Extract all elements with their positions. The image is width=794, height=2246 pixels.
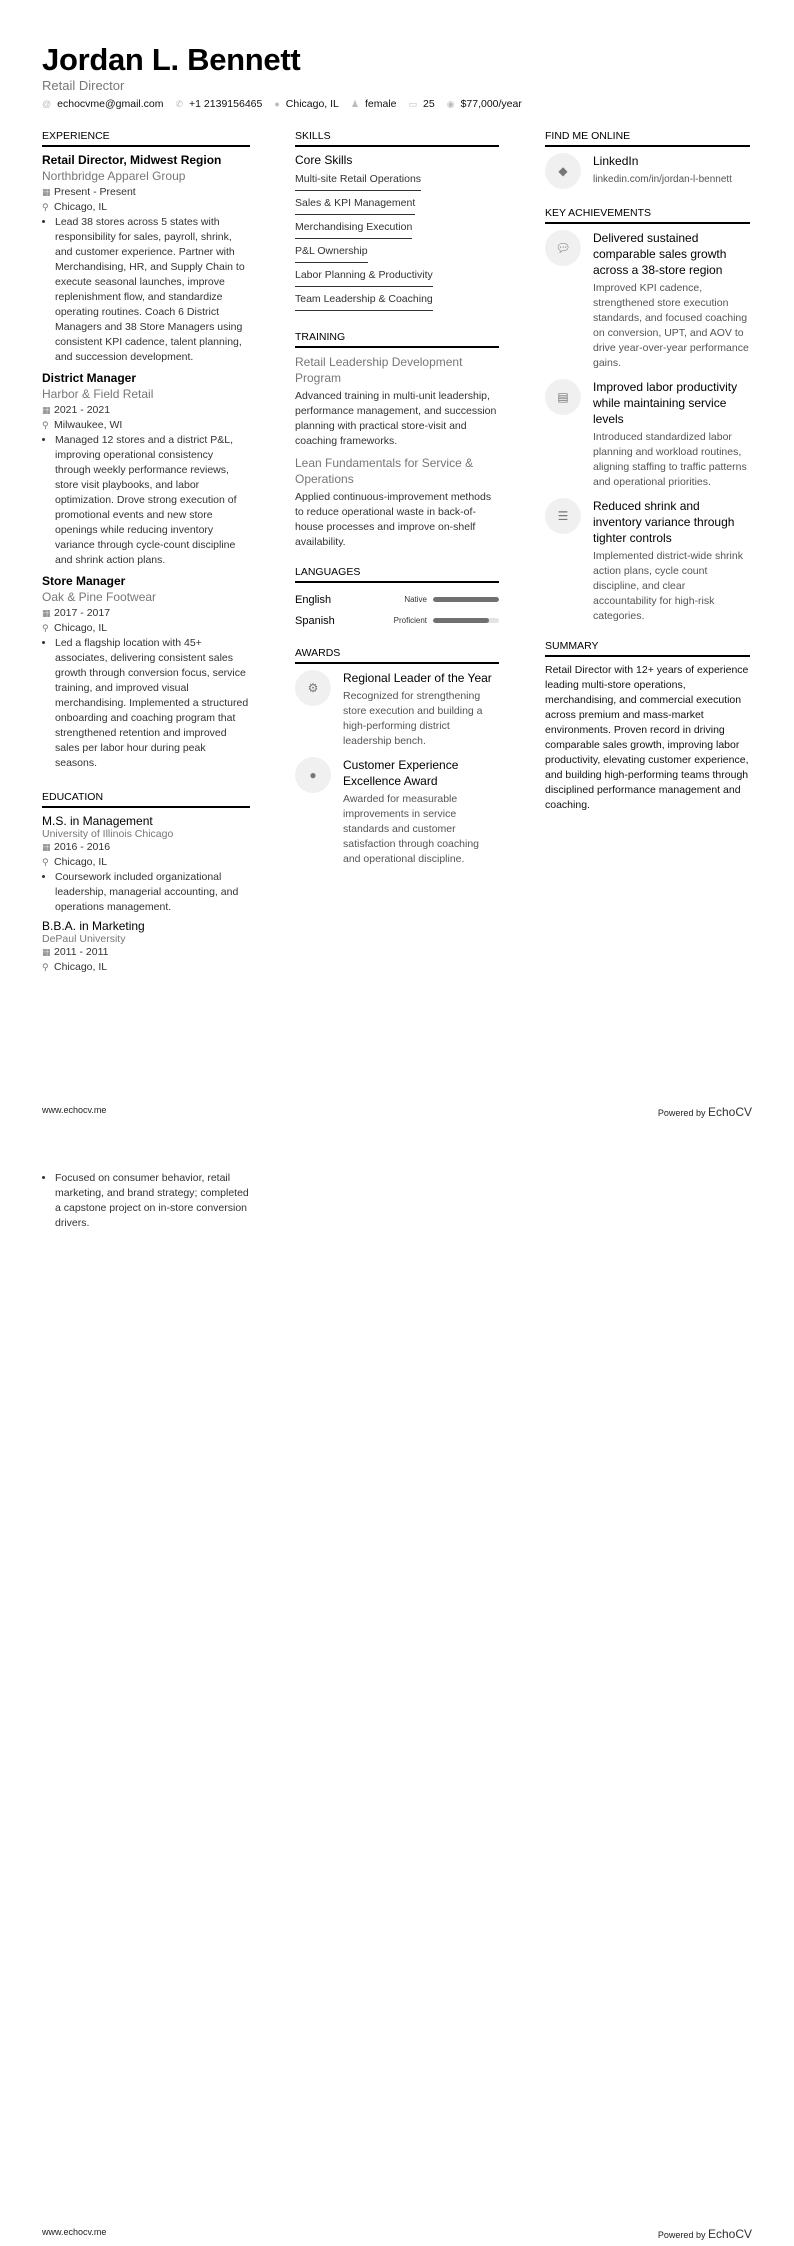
cube-icon: ◆ [545,153,581,189]
training-title: Retail Leadership Development Program [295,355,463,385]
middle-column [295,130,499,883]
location-icon: ⚲ [42,202,49,212]
achievement-title: Delivered sustained comparable sales growth across a 38-store region [593,231,727,277]
gear-icon: ⚙ [295,670,331,706]
section-heading: EXPERIENCE [42,130,250,147]
dates [42,945,250,960]
skill-item: Merchandising Execution [295,217,412,239]
age-text: 25 [423,98,435,110]
school: University of Illinois Chicago [42,828,174,840]
contact-location [274,98,339,110]
education-continuation [42,1171,252,1231]
achievement-title: Improved labor productivity while maintaining service levels [593,380,738,426]
location-icon: ● [274,99,280,109]
company: Northbridge Apparel Group [42,169,186,183]
footer-powered [658,2227,752,2241]
skill-group-title: Core Skills [295,153,353,167]
right-column [545,130,750,829]
experience-item [42,371,250,568]
award-description: Recognized for strengthening store execution and building a high-performing district leadership bench. [343,690,483,747]
location [42,855,250,870]
skill-item: Team Leadership & Coaching [295,289,433,311]
language-name: English [295,593,332,606]
skill-item: Sales & KPI Management [295,193,415,215]
training-title: Lean Fundamentals for Service & Operations [295,456,474,486]
achievements-section [545,207,750,624]
experience-item [42,153,250,365]
footer-site-link[interactable]: www.echocv.me [42,1105,107,1115]
experience-section [42,130,250,771]
dates [42,606,250,621]
brand-logo: EchoCV [707,1105,752,1119]
location-icon: ⚲ [42,623,49,633]
contact-bar [42,98,522,110]
left-column [42,130,250,991]
language-level: Native [404,595,427,604]
location-icon: ⚲ [42,857,49,867]
language-bar-fill [433,618,489,623]
dates [42,840,250,855]
job-title: Retail Director, Midwest Region [42,153,222,167]
dates-text: 2011 - 2011 [54,946,109,958]
contact-salary [447,98,522,110]
location [42,621,250,636]
candidate-name: Jordan L. Bennett [42,42,301,77]
achievement-item [545,379,750,490]
language-bar-fill [433,597,499,602]
section-heading: KEY ACHIEVEMENTS [545,207,750,224]
calendar-icon: ▦ [42,405,51,415]
skill-item: Multi-site Retail Operations [295,169,421,191]
bullet: • Managed 12 stores and a district P&L, improving operational consistency through weekly performance reviews, store visit playbooks, and labor optimization. Drove strong execution of promotional events and new store openings while reducing inventory variance through cycle-count discipline and shrink action plans. [55,433,250,568]
gender-text: female [364,98,397,110]
award-title: Customer Experience Excellence Award [343,758,459,788]
achievement-description: Introduced standardized labor planning and workload routines, aligning staffing to traffic patterns and operational priorities. [593,431,747,488]
achievement-title: Reduced shrink and inventory variance through tighter controls [593,499,735,545]
contact-phone[interactable] [176,98,263,110]
experience-item [42,574,250,771]
language-bar [433,597,499,602]
dates-text: 2021 - 2021 [54,404,111,416]
online-item[interactable] [545,153,750,189]
achievement-item [545,230,750,371]
location [42,200,250,215]
dates-text: 2016 - 2016 [54,841,111,853]
location-text: Milwaukee, WI [54,419,123,431]
chat-icon: 💬︎ [545,230,581,266]
language-name: Spanish [295,614,335,627]
achievement-description: Improved KPI cadence, strengthened store execution standards, and focused coaching on conversion, UPT, and AOV to drive year-over-year performance gains. [593,282,749,369]
company: Oak & Pine Footwear [42,590,157,604]
location-icon: ⚲ [42,962,49,972]
at-icon: @ [42,99,52,109]
calendar-icon: ▦ [42,187,51,197]
degree: B.B.A. in Marketing [42,919,145,933]
education-section [42,791,250,975]
languages-section [295,566,499,631]
contact-email[interactable] [42,98,164,110]
section-heading: LANGUAGES [295,566,499,583]
awards-section [295,647,499,867]
skill-item: Labor Planning & Productivity [295,265,433,287]
money-icon: ◉ [446,99,455,109]
calendar-icon: ▦ [42,842,51,852]
location [42,960,250,975]
location-text: Chicago, IL [54,622,108,634]
achievement-description: Implemented district-wide shrink action plans, cycle count discipline, and clear accountability for high-risk categories. [593,550,743,622]
linkedin-link[interactable]: linkedin.com/in/jordan-l-bennett [593,174,732,185]
location-text: Chicago, IL [54,961,108,973]
powered-label: Powered by [657,2230,706,2240]
location [42,418,250,433]
contact-age [409,98,435,110]
contact-gender [351,98,397,110]
location-text: Chicago, IL [54,856,108,868]
phone-icon: ✆ [175,99,184,109]
phone-text: +1 2139156465 [189,98,263,110]
dates [42,403,250,418]
education-item [42,814,250,915]
location-icon: ⚲ [42,420,49,430]
email-text: echocvme@gmail.com [57,98,164,110]
section-heading: FIND ME ONLINE [545,130,750,147]
skill-item: P&L Ownership [295,241,368,263]
dates-text: Present - Present [54,186,136,198]
bullet: • Coursework included organizational leadership, managerial accounting, and operations management. [55,870,250,915]
section-heading: TRAINING [295,331,499,348]
brand-logo: EchoCV [707,2227,752,2241]
training-description: Advanced training in multi-unit leadership, performance management, and succession planning with practical store-visit and coaching frameworks. [295,390,497,447]
document-icon: ▤ [545,379,581,415]
footer-powered [658,1105,752,1119]
calendar-icon: ▭ [408,99,418,109]
language-bar [433,618,499,623]
powered-label: Powered by [657,1108,706,1118]
footer-site-link[interactable]: www.echocv.me [42,2227,107,2237]
online-title: LinkedIn [593,154,639,168]
award-item [295,757,499,867]
location-text: Chicago, IL [54,201,108,213]
dates-text: 2017 - 2017 [54,607,111,619]
online-section [545,130,750,189]
calendar-icon: ▦ [42,947,51,957]
training-section [295,331,499,550]
award-item [295,670,499,749]
section-heading: EDUCATION [42,791,250,808]
skills-section [295,130,499,313]
achievement-item [545,498,750,624]
calendar-icon: ▦ [42,608,51,618]
school: DePaul University [42,933,126,945]
person-icon: ♟ [350,99,359,109]
language-item [295,589,499,610]
bullet: • Led a flagship location with 45+ associates, delivering consistent sales growth through conversion focus, service training, and improved visual merchandising. Implemented a structured onboarding and coaching program that strengthened retention and improved sales per labor hour during peak seasons. [55,636,250,771]
training-description: Applied continuous-improvement methods to reduce operational waste in back-of-house processes and improve on-shelf availability. [295,491,492,548]
dates [42,185,250,200]
bullet: • Lead 38 stores across 5 states with responsibility for sales, payroll, shrink, and customer experience. Partner with Merchandising, HR, and Supply Chain to execute seasonal launches, improve replenishment flow, and standardize operating routines. Coach 6 District Managers and 38 Store Managers using consistent KPI cadence, talent planning, and succession development. [55,215,250,365]
location-text: Chicago, IL [285,98,339,110]
summary-text: Retail Director with 12+ years of experience leading multi-store operations, merchandising, and commercial execution across premium and mass-market environments. Proven record in driving comparable sales growth, improving labor productivity, elevating customer experience, and building high-performing teams through disciplined performance management and coaching. [545,664,749,811]
language-level: Proficient [393,616,427,625]
candidate-title: Retail Director [42,78,125,93]
degree: M.S. in Management [42,814,153,828]
language-item [295,610,499,631]
sliders-icon: ☰ [545,498,581,534]
company: Harbor & Field Retail [42,387,154,401]
page-footer [42,2227,752,2241]
award-description: Awarded for measurable improvements in service standards and customer satisfaction through coaching and operational discipline. [343,793,480,865]
page-2 [0,1123,794,2246]
award-title: Regional Leader of the Year [343,671,492,685]
section-heading: AWARDS [295,647,499,664]
summary-section [545,640,750,813]
job-title: Store Manager [42,574,126,588]
coin-icon: ● [295,757,331,793]
page-footer [42,1105,752,1119]
bullet: • Focused on consumer behavior, retail marketing, and brand strategy; completed a capstone project on in-store conversion drivers. [55,1171,252,1231]
salary-text: $77,000/year [460,98,522,110]
education-item [42,919,250,975]
section-heading: SKILLS [295,130,499,147]
job-title: District Manager [42,371,137,385]
section-heading: SUMMARY [545,640,750,657]
